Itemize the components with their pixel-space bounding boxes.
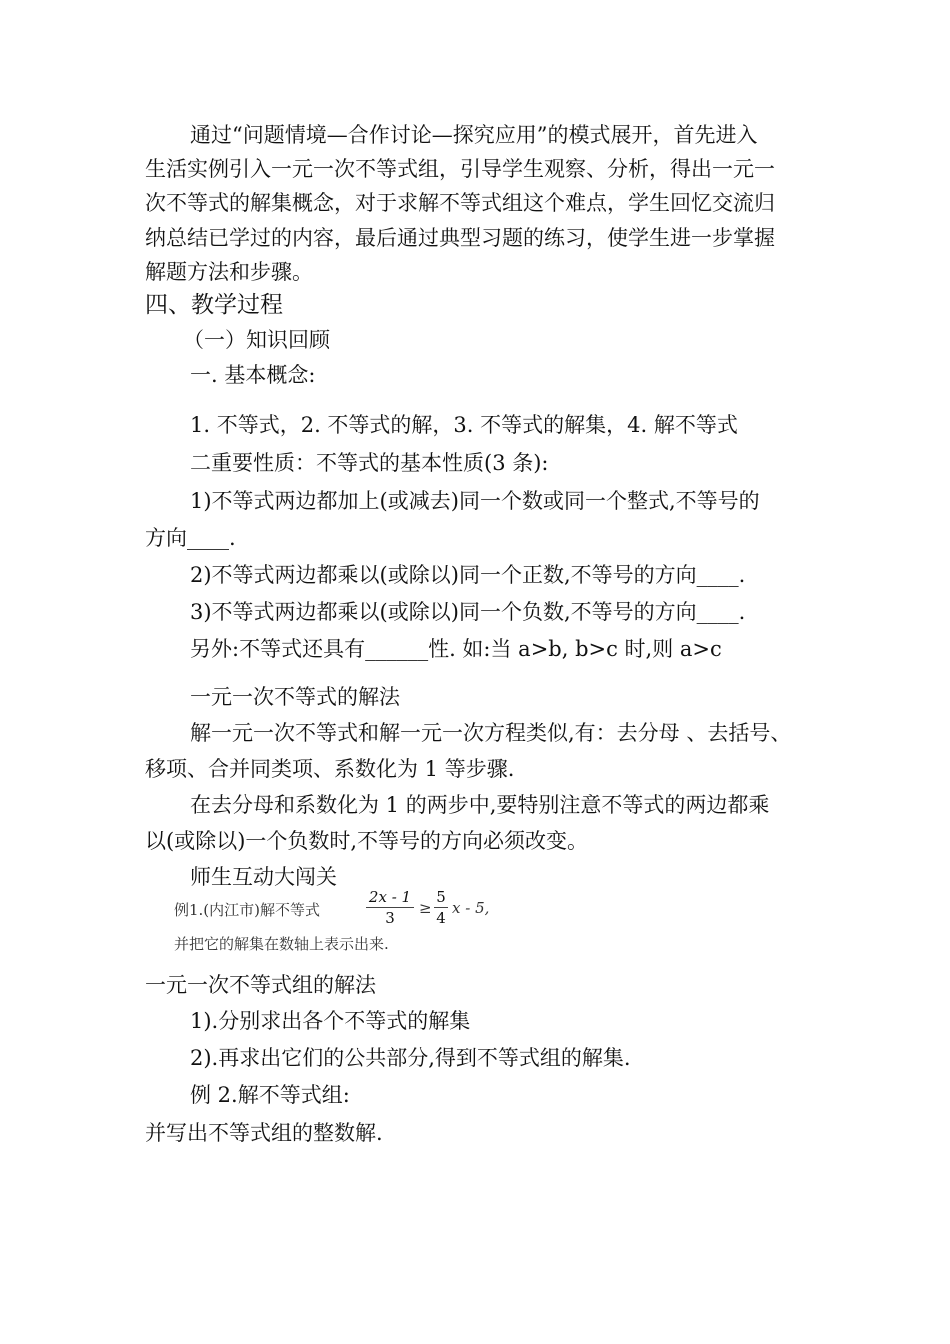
example-1-line-2: 并把它的解集在数轴上表示出来. [174,935,389,953]
method-line-2: 移项、合并同类项、系数化为 1 等步骤. [145,757,515,781]
system-title: 一元一次不等式组的解法 [145,973,376,997]
note-line-2: 以(或除以)一个负数时,不等号的方向必须改变。 [145,829,589,853]
intro-line-3: 次不等式的解集概念，对于求解不等式组这个难点，学生回忆交流归 [145,191,775,215]
example-2-title: 例 2.解不等式组: [190,1083,350,1107]
interact-title: 师生互动大闯关 [190,865,337,889]
system-step-2: 2).再求出它们的公共部分,得到不等式组的解集. [190,1046,631,1070]
intro-line-2: 生活实例引入一元一次不等式组，引导学生观察、分析，得出一元一 [145,157,775,181]
example-1-suffix: x - 5, [452,899,490,917]
note-line-1: 在去分母和系数化为 1 的两步中,要特别注意不等式的两边都乘 [190,793,770,817]
example-1-geq: ≥ [419,899,432,917]
property-3: 3)不等式两边都乘以(或除以)同一个负数,不等号的方向____. [190,600,746,624]
intro-line-4: 纳总结已学过的内容，最后通过典型习题的练习，使学生进一步掌握 [145,226,775,250]
system-step-1: 1).分别求出各个不等式的解集 [190,1009,471,1033]
method-line-1: 解一元一次不等式和解一元一次方程类似,有：去分母 、去括号、 [190,721,792,745]
fraction-right-denominator: 4 [436,909,446,927]
property-1-line-1: 1)不等式两边都加上(或减去)同一个数或同一个整式,不等号的 [190,489,760,513]
property-2: 2)不等式两边都乘以(或除以)同一个正数,不等号的方向____. [190,563,746,587]
part1-title: （一）知识回顾 [183,328,330,352]
fraction-left-denominator: 3 [385,909,395,927]
other-property: 另外:不等式还具有______性. 如:当 a>b, b>c 时,则 a>c [190,637,722,661]
section-title: 四、教学过程 [145,292,283,318]
example-1-prefix: 例1.(内江市)解不等式 [174,901,321,919]
example-2-tail: 并写出不等式组的整数解. [145,1121,383,1145]
fraction-left-bar [366,907,414,908]
intro-line-1: 通过“问题情境—合作讨论—探究应用”的模式展开，首先进入 [190,123,758,147]
example-1-fraction-left [366,888,414,927]
fraction-left-numerator: 2x - 1 [368,888,412,906]
properties-title: 二重要性质：不等式的基本性质(3 条): [190,451,549,475]
fraction-right-numerator: 5 [436,888,446,906]
fraction-right-bar [434,907,448,908]
concepts-title: 一. 基本概念: [190,363,316,387]
property-1-line-2: 方向____. [145,526,236,550]
example-1-fraction-right [434,888,448,927]
intro-line-5: 解题方法和步骤。 [145,260,313,284]
concepts-list: 1. 不等式，2. 不等式的解，3. 不等式的解集，4. 解不等式 [190,413,738,437]
method-title: 一元一次不等式的解法 [190,685,400,709]
